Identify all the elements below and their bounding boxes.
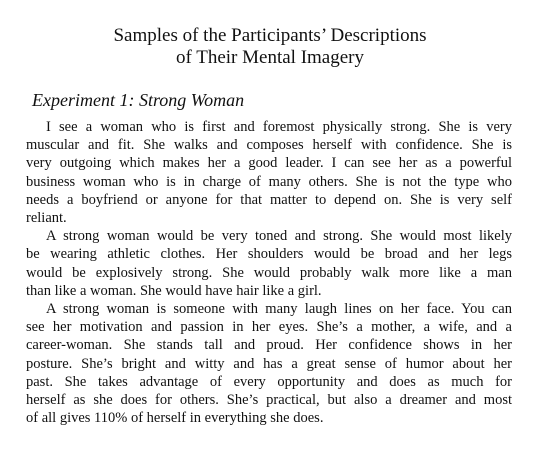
section-heading: Experiment 1: Strong Woman — [32, 90, 245, 110]
text-line: past. She takes advantage of every opportunity and does as much for — [26, 373, 512, 390]
text-line: A strong woman is someone with many laugh lines on her face. You can — [46, 301, 512, 318]
title-line-2: of Their Mental Imagery — [176, 47, 364, 68]
text-line: reliant. — [26, 210, 67, 227]
title-line-1: Samples of the Participants’ Descriptions — [113, 25, 427, 46]
text-line: career-woman. She stands tall and proud. Her confidence shows in her — [26, 337, 512, 354]
text-line: posture. She’s bright and witty and has a great sense of humor about her — [26, 355, 512, 372]
text-line: I see a woman who is first and foremost physically strong. She is very — [46, 119, 512, 135]
text-line: A strong woman would be very toned and strong. She would most likely — [46, 228, 512, 245]
text-line: than like a woman. She would have hair like a girl. — [26, 282, 322, 299]
body-text — [26, 118, 512, 427]
text-line: business woman who is in charge of many others. She is not the type who — [26, 173, 512, 190]
text-line: of all gives 110% of herself in everything she does. — [26, 410, 324, 427]
paragraph-3 — [26, 300, 512, 427]
page-title — [0, 25, 540, 69]
paragraph-1 — [26, 118, 512, 227]
text-line: would be explosively strong. She would probably walk more like a man — [26, 264, 512, 281]
text-line: needs a boyfriend or anyone for that matter to depend on. She is very self — [26, 191, 512, 208]
text-line: very outgoing which makes her a good leader. I can see her as a powerful — [26, 155, 512, 172]
text-line: be wearing athletic clothes. Her shoulders would be broad and her legs — [26, 246, 512, 263]
text-line: herself as she does for others. She’s practical, but also a dreamer and most — [26, 392, 512, 409]
paragraph-2 — [26, 227, 512, 300]
text-line: muscular and fit. She walks and composes herself with confidence. She is — [26, 137, 512, 154]
text-line: see her motivation and passion in her eyes. She’s a mother, a wife, and a — [26, 319, 512, 336]
